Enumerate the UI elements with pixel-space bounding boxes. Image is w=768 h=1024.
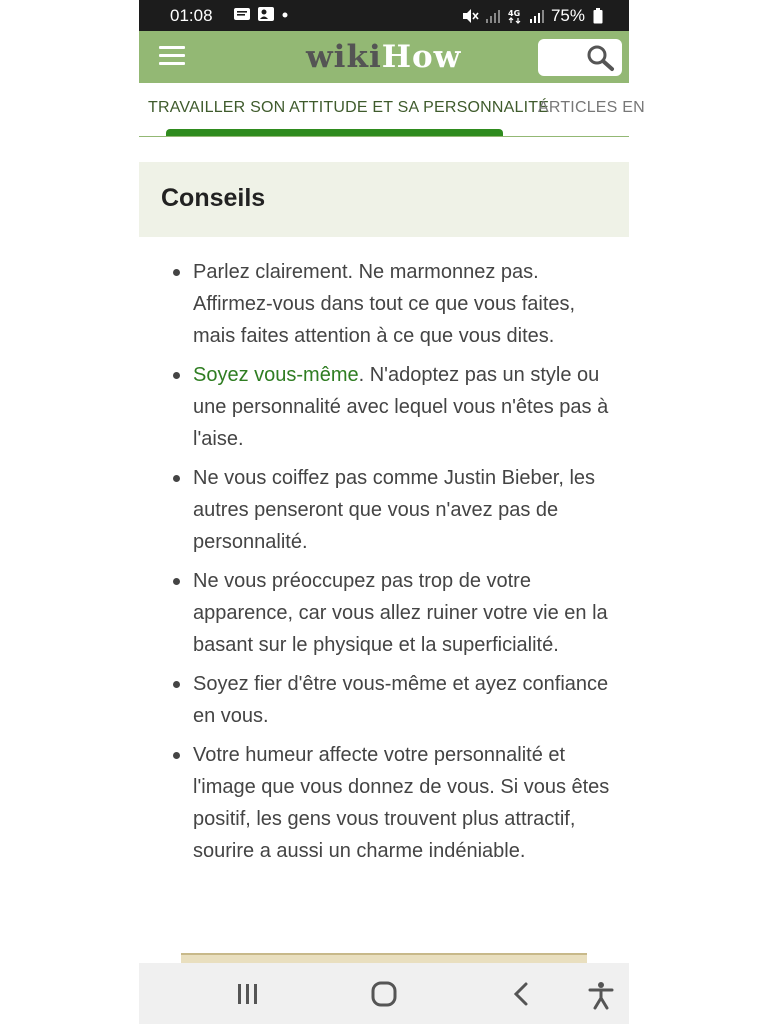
search-box[interactable] — [538, 39, 622, 76]
tab-attitude-personnalite[interactable]: TRAVAILLER SON ATTITUDE ET SA PERSONNALITÉ — [148, 99, 550, 116]
list-item: Parlez clairement. Ne marmonnez pas. Affirmez-vous dans tout ce que vous faites, mais faites attention à ce que vous dites. — [193, 256, 613, 352]
home-icon[interactable] — [371, 981, 397, 1012]
search-icon[interactable] — [586, 44, 616, 77]
tips-list — [193, 256, 613, 874]
svg-text:4G: 4G — [507, 9, 521, 18]
logo-wiki: wiki — [306, 39, 382, 75]
status-bar — [139, 0, 629, 31]
hamburger-icon[interactable] — [159, 46, 185, 68]
accessibility-icon[interactable] — [588, 981, 614, 1014]
phone-screen — [139, 0, 645, 1024]
section-title: Conseils — [161, 184, 266, 212]
tab-articles[interactable]: ARTICLES EN — [538, 99, 645, 116]
signal-icon — [485, 8, 501, 24]
contact-card-icon — [257, 6, 275, 22]
signal-icon — [529, 8, 545, 24]
system-nav-bar — [139, 963, 629, 1024]
wikihow-logo[interactable] — [306, 39, 461, 75]
back-icon[interactable] — [509, 981, 535, 1012]
active-tab-indicator — [166, 129, 503, 136]
mute-icon — [461, 8, 479, 24]
list-item: Votre humeur affecte votre personnalité et l'image que vous donnez de vous. Si vous êtes positif, les gens vous trouvent plus attractif, sourire a aussi un charme indéniable. — [193, 739, 613, 867]
dot-icon — [281, 6, 289, 22]
section-header — [139, 162, 629, 237]
site-header — [139, 31, 629, 83]
list-item: Soyez fier d'être vous-même et ayez confiance en vous. — [193, 668, 613, 732]
recent-apps-icon[interactable] — [235, 981, 261, 1012]
list-item: Ne vous coiffez pas comme Justin Bieber, les autres penseront que vous n'avez pas de personnalité. — [193, 462, 613, 558]
logo-how: How — [381, 39, 462, 75]
battery-icon — [593, 8, 603, 24]
soyez-vous-meme-link[interactable]: Soyez vous-même — [193, 364, 359, 386]
message-icon — [233, 6, 251, 22]
4g-icon — [507, 8, 523, 24]
list-item: Ne vous préoccupez pas trop de votre apparence, car vous allez ruiner votre vie en la basant sur le physique et la superficialité. — [193, 565, 613, 661]
list-item-text: . N'adoptez pas un style ou une personnalité avec lequel vous n'êtes pas à l'aise. — [193, 364, 609, 450]
battery-percent: 75% — [550, 6, 585, 25]
status-time: 01:08 — [170, 6, 213, 25]
list-item — [193, 359, 613, 455]
category-tabs — [139, 83, 645, 137]
